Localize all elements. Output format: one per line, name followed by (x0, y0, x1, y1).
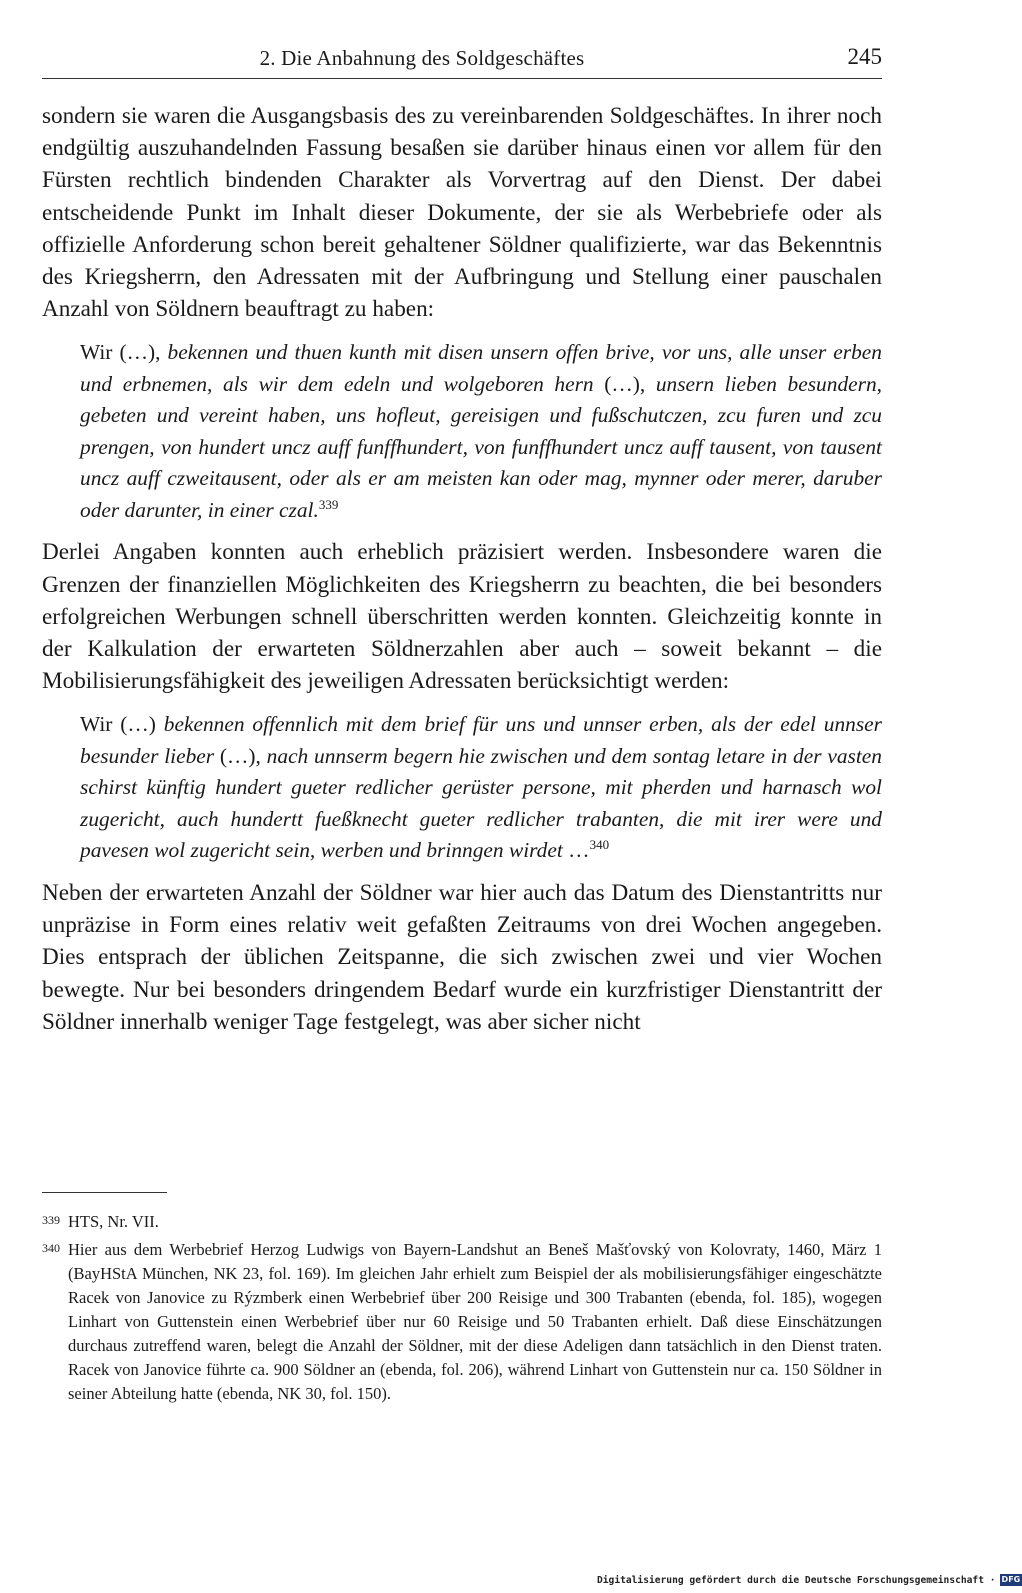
paragraph-1: sondern sie waren die Ausgangsbasis des zu vereinbarenden Soldgeschäftes. In ihrer noch endgültig auszuhandelnden Fassung besaßen sie darüber hinaus einen vor allem für den Fürsten rechtlich bindenden Charakter als Vorvertrag auf den Dienst. Der dabei entscheidende Punkt im Inhalt dieser Dokumente, der sie als Werbebriefe oder als offizielle Anforderung schon bereit gehaltener Söldner qualifizierte, war das Bekenntnis des Kriegsherrn, den Adressaten mit der Aufbringung und Stellung einer pauschalen Anzahl von Söldnern beauftragt zu haben: (42, 103, 882, 323)
quote-text: unsern lieben besundern, gebeten und vereint haben, uns hofleut, gereisigen und fußschutczen, zcu furen und zcu prengen, von hundert uncz auff funffhundert, von funffhundert uncz auff tausent, von tausent uncz auff czweitausent, oder als er am meisten kan oder mag, mynner oder merer, daruber oder darunter, in einer czal. (80, 371, 883, 522)
dfg-logo-icon: DFG (1001, 1575, 1021, 1584)
quote-ellipsis: (…), (214, 743, 267, 768)
footnotes (42, 1210, 882, 1410)
quote-text: bekennen und thuen kunth mit disen unsern offen brive, vor uns, alle unser erben und erbnemen, als wir dem edeln und wolgeboren hern (80, 340, 882, 396)
credit-text: Digitalisierung gefördert durch die Deutsche Forschungsgemeinschaft · (597, 1574, 996, 1586)
footnote-339 (42, 1210, 882, 1234)
paragraph-2: Derlei Angaben konnten auch erheblich präzisiert werden. Insbesondere waren die Grenzen der finanziellen Möglichkeiten des Kriegsherrn zu beachten, die bei besonders erfolgreichen Werbungen schnell überschritten werden konnten. Gleichzeitig konnte in der Kalkulation der erwarteten Söldnerzahlen aber auch – soweit bekannt – die Mobilisierungsfähigkeit des jeweiligen Adressaten berücksichtigt werden: (42, 539, 882, 695)
digitization-credit (597, 1572, 1021, 1588)
footnote-340 (42, 1238, 882, 1406)
quote-ellipsis: (…) (112, 712, 164, 737)
footnote-number: 340 (42, 1241, 60, 1255)
footnote-ref-339[interactable]: 339 (318, 496, 339, 512)
footnote-ref-340[interactable]: 340 (589, 837, 610, 853)
paragraph-3: Neben der erwarteten Anzahl der Söldner war hier auch das Datum des Dienstantritts nur unpräzise in Form eines relativ weit gefaßten Zeitraums von drei Wochen angegeben. Dies entsprach der üblichen Zeitspanne, die sich zwischen zwei und vier Wochen bewegte. Nur bei besonders dringendem Bedarf wurde ein kurzfristiger Dienstantritt der Söldner innerhalb weniger Tage festgelegt, was aber sicher nicht (42, 879, 882, 1035)
quote-text: Wir (80, 712, 113, 737)
quote-text: bekennen offennlich mit dem brief für uns und unnser erben, als der edel unnser besunder lieber (80, 712, 882, 768)
quote-text: Wir (80, 340, 113, 365)
footnote-number: 339 (42, 1213, 60, 1227)
page-header (42, 44, 882, 79)
block-quote-2 (42, 709, 882, 867)
page-number: 245 (847, 44, 882, 69)
body-text (42, 100, 882, 1038)
quote-text: nach unnserm begern hie zwischen und dem sontag letare in der vasten schirst künftig hundert gueter redlicher gerüster persone, mit pherden und harnasch wol zugericht, auch hundertt fueßknecht gueter redlicher trabanten, die mit irer were und pavesen wol zugericht sein, werben und brinngen wirdet (80, 743, 882, 863)
footnote-divider (42, 1192, 167, 1193)
block-quote-1 (42, 337, 882, 526)
quote-ellipsis: (…), (112, 340, 168, 365)
footnote-text: HTS, Nr. VII. (68, 1212, 159, 1231)
quote-ellipsis: … (562, 838, 590, 863)
footnote-text: Hier aus dem Werbebrief Herzog Ludwigs von Bayern-Landshut an Beneš Mašťovský von Kolovraty, 1460, März 1 (BayHStA München, NK 23, fol. 169). Im gleichen Jahr erhielt zum Beispiel der als mobilisierungsfähiger eingeschätzte Racek von Janovice zu Rýzmberk einen Werbebrief über 200 Reisige und 300 Trabanten (ebenda, fol. 185), wogegen Linhart von Guttenstein einen Werbebrief über nur 60 Reisige und 50 Trabanten erhielt. Daß diese Einschätzungen durchaus zutreffend waren, belegt die Anzahl der Söldner, mit der diese Adeligen dann tatsächlich in den Dienst traten. Racek von Janovice führte ca. 900 Söldner an (ebenda, fol. 206), während Linhart von Guttenstein nur ca. 150 Söldner in seiner Abteilung hatte (ebenda, NK 30, fol. 150). (68, 1240, 882, 1403)
quote-ellipsis: (…), (593, 371, 656, 396)
running-title: 2. Die Anbahnung des Soldgeschäftes (259, 46, 585, 70)
